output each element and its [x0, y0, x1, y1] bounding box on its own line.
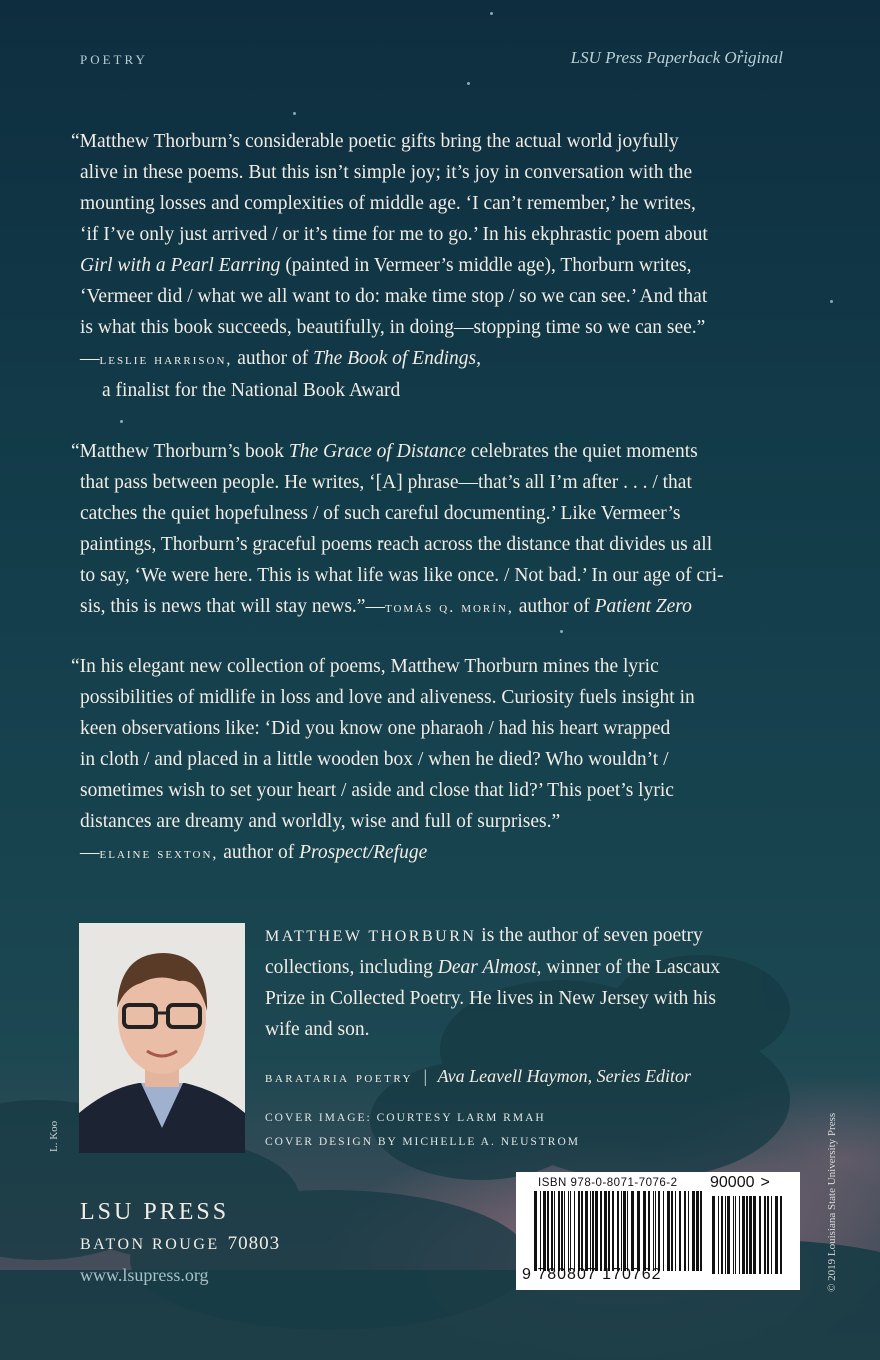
barcode-bar [735, 1196, 736, 1274]
barcode-bar [551, 1191, 553, 1271]
barcode-bar [658, 1191, 660, 1271]
barcode-bar [775, 1196, 778, 1274]
book-title: Dear Almost, [437, 957, 542, 978]
blurb-2-line: to say, ‘We were here. This is what life was like once. / Not bad.’ In our age of cri- [80, 565, 724, 586]
cover-image-credit: COVER IMAGE: COURTESY LARM RMAH [265, 1112, 546, 1124]
barcode-bar [671, 1191, 673, 1271]
cover-design-credit: COVER DESIGN BY MICHELLE A. NEUSTROM [265, 1136, 580, 1148]
reviewer-book: Prospect/Refuge [299, 842, 428, 863]
barcode-bar [564, 1191, 565, 1271]
price-code: 90000 > [710, 1174, 770, 1191]
blurb-1-attribution-note: a finalist for the National Book Award [102, 380, 401, 401]
barcode-bar [684, 1191, 686, 1271]
blurb-1-line: Girl with a Pearl Earring (painted in Vermeer’s middle age), Thorburn writes, [80, 255, 692, 276]
series-line [265, 1066, 691, 1087]
publisher-block [80, 1196, 280, 1290]
reviewer-book: Patient Zero [594, 596, 692, 617]
barcode-bar [746, 1196, 748, 1274]
blurb-1-line: alive in these poems. But this isn’t simple joy; it’s joy in conversation with the [80, 162, 693, 183]
barcode-bar [627, 1191, 628, 1271]
barcode-bar [617, 1191, 619, 1271]
blurb-1-line: mounting losses and complexities of middle age. ‘I can’t remember,’ he writes, [80, 193, 696, 214]
publisher-zip: 70803 [227, 1233, 281, 1254]
barcode-bar [578, 1191, 580, 1271]
barcode-bar [653, 1191, 654, 1271]
barcode-bar [696, 1191, 699, 1271]
blurb-2-line: that pass between people. He writes, ‘[A] phrase—that’s all I’m after . . . / that [80, 472, 692, 493]
blurb-1-line: “Matthew Thorburn’s considerable poetic gifts bring the actual world joyfully [71, 131, 679, 152]
barcode-bar [727, 1196, 730, 1274]
reviewer-book: The Book of Endings, [313, 348, 481, 369]
barcode-bar [749, 1196, 752, 1274]
blurb-1-line: is what this book succeeds, beautifully, in doing—stopping time so we can see.” [80, 317, 706, 338]
barcode-bar [733, 1196, 734, 1274]
publisher-city: BATON ROUGE [80, 1236, 220, 1253]
blurb-2 [71, 436, 820, 623]
blurb-2-line: paintings, Thorburn’s graceful poems reach across the distance that divides us all [80, 534, 713, 555]
isbn-barcode [516, 1172, 800, 1290]
blurb-3 [71, 651, 820, 869]
barcode-bar [637, 1191, 640, 1271]
barcode-bar [574, 1191, 575, 1271]
barcode-bar [643, 1191, 646, 1271]
barcode-bar [540, 1191, 541, 1271]
blurb-3-line: keen observations like: ‘Did you know one pharaoh / had his heart wrapped [80, 718, 671, 739]
book-title: The Grace of Distance [288, 441, 466, 462]
barcode-bar [547, 1191, 549, 1271]
barcode-bar [554, 1191, 555, 1271]
blurb-1 [71, 126, 820, 406]
author-portrait-image [79, 923, 245, 1153]
price-addon-bars [712, 1196, 786, 1274]
barcode-bar [692, 1191, 695, 1271]
barcode-bar [759, 1196, 761, 1274]
photo-credit: L. Koo [48, 1120, 60, 1152]
barcode-bar [712, 1196, 715, 1274]
barcode-bar [600, 1191, 602, 1271]
genre-label: POETRY [80, 52, 148, 67]
series-name: barataria poetry [265, 1070, 413, 1086]
blurb-3-line: “In his elegant new collection of poems, Matthew Thorburn mines the lyric [71, 656, 659, 677]
series-separator: | [423, 1066, 428, 1086]
blurb-3-line: possibilities of midlife in loss and love and aliveness. Curiosity fuels insight in [80, 687, 695, 708]
barcode-bar [767, 1196, 769, 1274]
barcode-bar [612, 1191, 614, 1271]
author-name: MATTHEW THORBURN [265, 928, 477, 945]
book-title: Girl with a Pearl Earring [80, 255, 281, 276]
publisher-url[interactable]: www.lsupress.org [80, 1265, 209, 1285]
blurb-1-line: ‘if I’ve only just arrived / or it’s time for me to go.’ In his ekphrastic poem about [80, 224, 708, 245]
barcode-bar [543, 1191, 546, 1271]
barcode-bar [623, 1191, 626, 1271]
barcode-bar [700, 1191, 702, 1271]
barcode-bar [648, 1191, 650, 1271]
barcode-bar [621, 1191, 622, 1271]
barcode-bar [558, 1191, 560, 1271]
publisher-address [80, 1229, 280, 1260]
barcode-bar [604, 1191, 607, 1271]
reviewer-name: leslie harrison, [99, 351, 233, 368]
barcode-bar [679, 1191, 681, 1271]
edition-label: LSU Press Paperback Original [570, 48, 783, 67]
ean-digits: 9 780807 170762 [522, 1266, 662, 1283]
barcode-bar [780, 1196, 782, 1274]
reviewer-name: tomás q. morín, [384, 599, 514, 616]
blurb-3-line: in cloth / and placed in a little wooden box / when he died? Who wouldn’t / [80, 749, 669, 770]
barcode-bar [725, 1196, 726, 1274]
blurb-2-line: “Matthew Thorburn’s book The Grace of Distance celebrates the quiet moments [71, 441, 698, 462]
barcode-bar [585, 1191, 588, 1271]
barcode-bar [570, 1191, 571, 1271]
series-editor: Ava Leavell Haymon, Series Editor [437, 1066, 692, 1086]
blurb-1-attribution: —leslie harrison, author of The Book of Endings, [80, 348, 481, 369]
barcode-bar [568, 1191, 569, 1271]
blurb-3-line: sometimes wish to set your heart / aside and close that lid?’ This poet’s lyric [80, 780, 674, 801]
publisher-name: LSU PRESS [80, 1199, 230, 1225]
barcode-bar [753, 1196, 756, 1274]
blurb-1-line: ‘Vermeer did / what we all want to do: make time stop / so we can see.’ And that [80, 286, 708, 307]
blurb-2-line: sis, this is news that will stay news.”—tomás q. morín, author of Patient Zero [80, 596, 692, 617]
barcode-bar [721, 1196, 723, 1274]
barcode-bar [718, 1196, 719, 1274]
barcode-bar [739, 1196, 740, 1274]
blurb-3-line: distances are dreamy and worldly, wise and full of surprises.” [80, 811, 561, 832]
barcode-bar [595, 1191, 598, 1271]
barcode-bar [655, 1191, 656, 1271]
barcode-bar [663, 1191, 664, 1271]
barcode-bar [742, 1196, 745, 1274]
barcode-bar [688, 1191, 689, 1271]
blurb-3-attribution: —elaine sexton, author of Prospect/Refuge [80, 842, 428, 863]
blurb-2-line: catches the quiet hopefulness / of such careful documenting.’ Like Vermeer’s [80, 503, 681, 524]
isbn-text: ISBN 978-0-8071-7076-2 [538, 1177, 678, 1189]
ean-barcode-bars [534, 1191, 704, 1271]
barcode-bar [581, 1191, 583, 1271]
author-photo [79, 923, 245, 1153]
barcode-bar [534, 1191, 537, 1271]
cover-credits [265, 1106, 580, 1154]
barcode-bar [675, 1191, 676, 1271]
barcode-bar [764, 1196, 766, 1274]
barcode-bar [667, 1191, 670, 1271]
reviewer-name: elaine sexton, [99, 845, 219, 862]
barcode-bar [608, 1191, 610, 1271]
barcode-bar [592, 1191, 594, 1271]
copyright-notice: © 2019 Louisiana State University Press [826, 1112, 838, 1292]
barcode-bar [631, 1191, 634, 1271]
barcode-bar [561, 1191, 563, 1271]
barcode-bar [590, 1191, 591, 1271]
author-bio: MATTHEW THORBURN is the author of seven poetry collections, including Dear Almost, winner of the Lascaux Prize in Collected Poetry. He lives in New Jersey with his wife and son. [265, 925, 721, 1040]
barcode-bar [771, 1196, 772, 1274]
